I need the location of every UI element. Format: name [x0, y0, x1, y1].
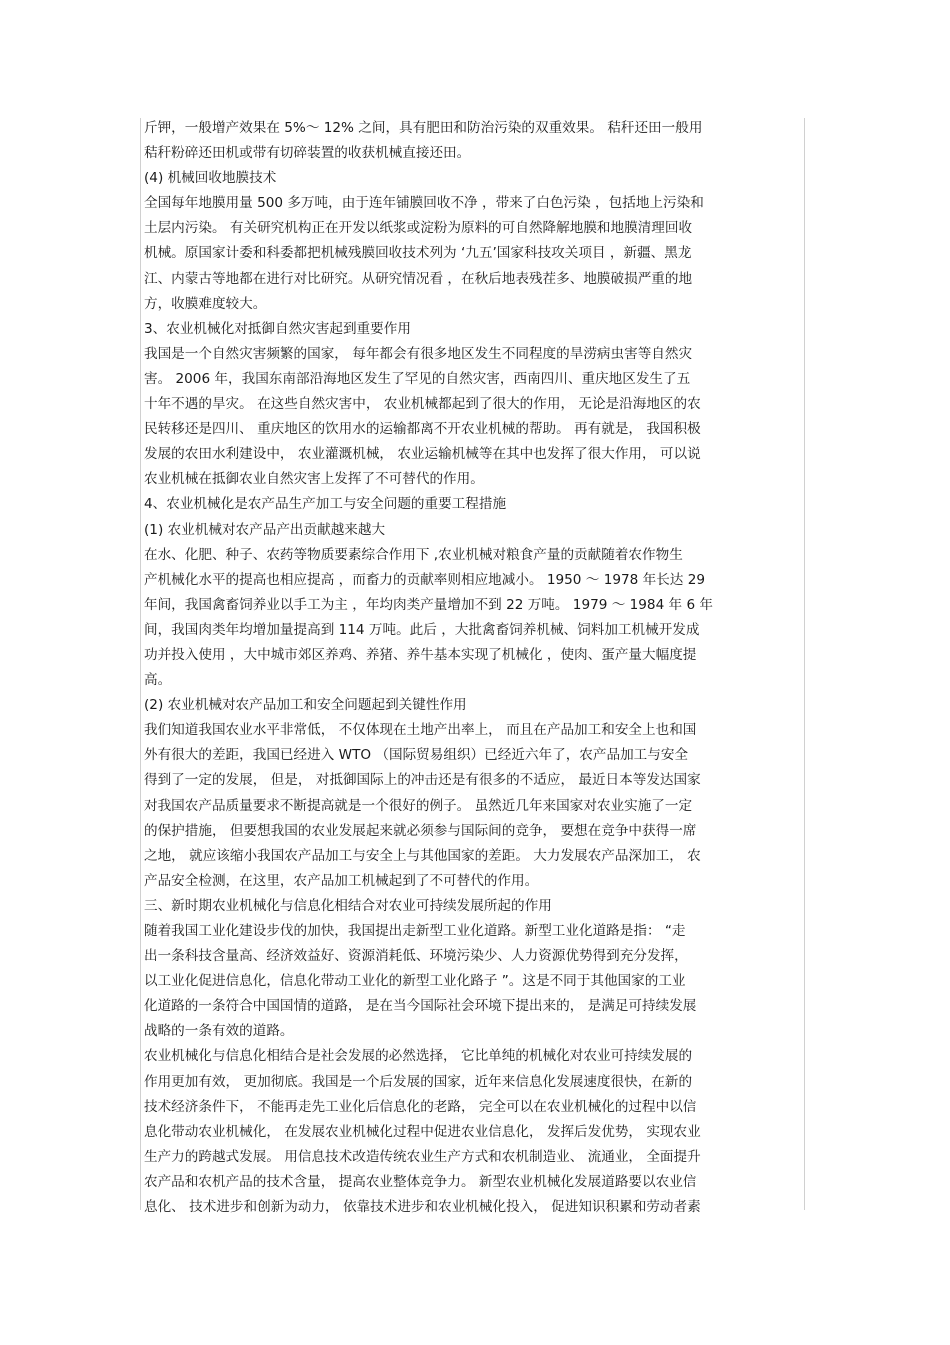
text-line: 江、内蒙古等地都在进行对比研究。从研究情况看 ，在秋后地表残茬多、地膜破损严重的地 — [144, 270, 693, 287]
text-line: 化道路的一条符合中国国情的道路， 是在当今国际社会环境下提出来的， 是满足可持续发展 — [144, 998, 697, 1015]
text-line: 得到了一定的发展， 但是， 对抵御国际上的冲击还是有很多的不适应， 最近日本等发达国家 — [144, 772, 701, 789]
text-line: 害。 2006 年，我国东南部沿海地区发生了罕见的自然灾害，西南四川、重庆地区发生了五 — [144, 370, 691, 387]
text-line: 全国每年地膜用量 500 多万吨，由于连年铺膜回收不净 ，带来了白色污染 ，包括地上污染和 — [144, 195, 704, 212]
text-line: 间，我国肉类年均增加量提高到 114 万吨。此后 ，大批禽畜饲养机械、饲料加工机械开发成 — [144, 621, 700, 638]
text-line: 我们知道我国农业水平非常低， 不仅体现在土地产出率上， 而且在产品加工和安全上也和国 — [144, 722, 697, 739]
text-line: 息化、 技术进步和创新为动力， 依靠技术进步和农业机械化投入， 促进知识积累和劳动者素 — [144, 1199, 701, 1216]
text-line: 技术经济条件下， 不能再走先工业化后信息化的老路， 完全可以在农业机械化的过程中以信 — [144, 1098, 697, 1115]
text-line: 以工业化促进信息化，信息化带动工业化的新型工业化路子 ”。这是不同于其他国家的工业 — [144, 973, 686, 990]
text-line: 生产力的跨越式发展。 用信息技术改造传统农业生产方式和农机制造业、 流通业， 全面提升 — [144, 1148, 701, 1165]
text-line: 斤钾，一般增产效果在 5%～ 12% 之间，具有肥田和防治污染的双重效果。 秸秆还田一般用 — [144, 120, 703, 136]
text-line: 我国是一个自然灾害频繁的国家， 每年都会有很多地区发生不同程度的旱涝病虫害等自然灾 — [144, 345, 693, 362]
text-line: 战略的一条有效的道路。 — [144, 1023, 294, 1040]
text-line: 农业机械在抵御农业自然灾害上发挥了不可替代的作用。 — [144, 471, 484, 488]
text-line: 产机械化水平的提高也相应提高 ，而畜力的贡献率则相应地减小。 1950 ～ 1978 年长达 29 — [144, 571, 706, 588]
text-line: 外有很大的差距，我国已经进入 WTO （国际贸易组织）已经近六年了，农产品加工与安全 — [144, 747, 689, 764]
text-line: 方，收膜难度较大。 — [144, 295, 267, 312]
text-line: 土层内污染。 有关研究机构正在开发以纸浆或淀粉为原料的可自然降解地膜和地膜清理回收 — [144, 220, 693, 237]
document-body — [144, 116, 808, 1220]
text-line: 作用更加有效， 更加彻底。我国是一个后发展的国家，近年来信息化发展速度很快，在新的 — [144, 1073, 693, 1090]
text-line: 三、新时期农业机械化与信息化相结合对农业可持续发展所起的作用 — [144, 897, 552, 914]
text-line: 机械。原国家计委和科委都把机械残膜回收技术列为 ‘九五’国家科技攻关项目 ，新疆、黑龙 — [144, 245, 692, 262]
text-line: 高。 — [144, 672, 172, 689]
text-line: 农产品和农机产品的技术含量， 提高农业整体竞争力。 新型农业机械化发展道路要以农业信 — [144, 1173, 697, 1190]
text-line: (4) 机械回收地膜技术 — [144, 170, 277, 187]
text-line: 出一条科技含量高、经济效益好、资源消耗低、环境污染少、人力资源优势得到充分发挥， — [144, 948, 688, 965]
text-line: 对我国农产品质量要求不断提高就是一个很好的例子。 虽然近几年来国家对农业实施了一定 — [144, 797, 693, 814]
text-line: 在水、化肥、种子、农药等物质要素综合作用下 ,农业机械对粮食产量的贡献随着农作物生 — [144, 546, 683, 563]
text-line: 发展的农田水利建设中， 农业灌溉机械， 农业运输机械等在其中也发挥了很大作用， 可以说 — [144, 446, 701, 463]
text-line: 随着我国工业化建设步伐的加快，我国提出走新型工业化道路。新型工业化道路是指： “走 — [144, 923, 686, 939]
text-line: 产品安全检测，在这里，农产品加工机械起到了不可替代的作用。 — [144, 872, 539, 889]
text-line: 十年不遇的旱灾。 在这些自然灾害中， 农业机械都起到了很大的作用， 无论是沿海地区的农 — [144, 396, 701, 413]
text-line: (2) 农业机械对农产品加工和安全问题起到关键性作用 — [144, 697, 467, 714]
text-line: 功并投入使用 ，大中城市郊区养鸡、养猪、养牛基本实现了机械化 ，使肉、蛋产量大幅度提 — [144, 646, 697, 663]
text-line: 年间，我国禽畜饲养业以手工为主 ，年均肉类产量增加不到 22 万吨。 1979 ～ 1984 年 6 年 — [144, 596, 714, 613]
text-line: 4、农业机械化是农产品生产加工与安全问题的重要工程措施 — [144, 496, 507, 513]
text-line: 息化带动农业机械化， 在发展农业机械化过程中促进农业信息化， 发挥后发优势， 实现农业 — [144, 1123, 701, 1140]
text-line: 的保护措施， 但要想我国的农业发展起来就必须参与国际间的竞争， 要想在竞争中获得一席 — [144, 822, 697, 839]
text-line: 秸秆粉碎还田机或带有切碎装置的收获机械直接还田。 — [144, 145, 471, 162]
text-line: 农业机械化与信息化相结合是社会发展的必然选择， 它比单纯的机械化对农业可持续发展的 — [144, 1048, 693, 1065]
text-line: 民转移还是四川、 重庆地区的饮用水的运输都离不开农业机械的帮助。 再有就是， 我国积极 — [144, 421, 701, 438]
text-line: 3、农业机械化对抵御自然灾害起到重要作用 — [144, 320, 411, 337]
text-line: (1) 农业机械对农产品产出贡献越来越大 — [144, 521, 386, 538]
text-line: 之地， 就应该缩小我国农产品加工与安全上与其他国家的差距。 大力发展农产品深加工， 农 — [144, 847, 701, 864]
